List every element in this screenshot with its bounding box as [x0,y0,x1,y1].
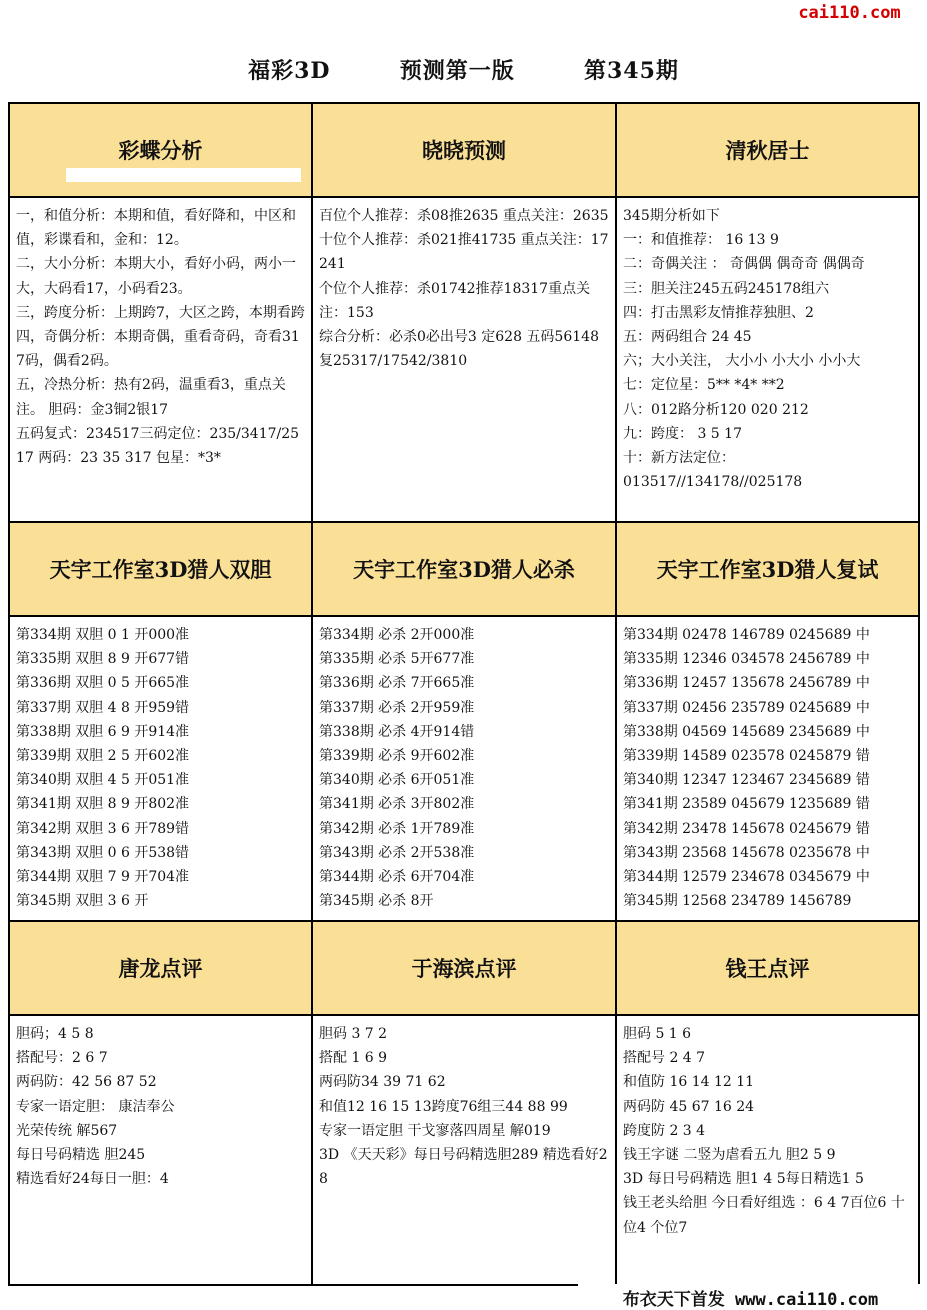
table-row: 第338期 04569 145689 2345689 中 [623,723,870,740]
list-item: 三：胆关注245五码245178组六 [623,280,830,297]
list-item: 专家一语定胆 干戈寥落四周星 解019 [319,1122,551,1139]
header-tianyu-fushi: 天宇工作室3D猎人复试 [616,522,919,616]
header-caidie: 彩蝶分析 [9,103,312,197]
table-row: 第337期 必杀 2开959准 [319,699,475,716]
table-row: 第338期 双胆 6 9 开914准 [16,723,190,740]
header-qianwang: 钱王点评 [616,921,919,1015]
watermark-top: cai110.com [772,0,927,26]
list-item: 和值12 16 15 13跨度76组三44 88 99 [319,1098,568,1115]
table-row: 第335期 双胆 8 9 开677错 [16,651,190,668]
list-item: 二，大小分析：本期大小，看好小码，两小一大，大码看17，小码看23。 [16,256,296,297]
list-item: 精选看好24每日一胆：4 [16,1171,169,1188]
list-item: 七：定位星：5** *4* **2 [623,377,785,394]
bisha-history [312,616,616,921]
content-row-3 [9,1015,919,1285]
table-row: 第345期 双胆 3 6 开 [16,893,149,910]
table-row: 第342期 23478 145678 0245679 错 [623,820,870,837]
table-row: 第334期 02478 146789 0245689 中 [623,627,870,643]
header-yuhaibin: 于海滨点评 [312,921,616,1015]
list-item: 钱王老头给胆 今日看好组选 ：6 4 7百位6 十位4 个位7 [623,1195,905,1236]
header-tianyu-bisha: 天宇工作室3D猎人必杀 [312,522,616,616]
table-row: 第340期 必杀 6开051准 [319,772,475,789]
list-item: 胆码；4 5 8 [16,1026,94,1042]
redaction-bar [66,168,301,182]
table-row: 第345期 必杀 8开 [319,893,434,910]
list-item: 八：012路分析120 020 212 [623,401,809,418]
list-item: 光荣传统 解567 [16,1122,118,1139]
list-item: 胆码 5 1 6 [623,1026,692,1042]
table-row: 第336期 双胆 0 5 开665准 [16,675,190,692]
table-row: 第341期 双胆 8 9 开802准 [16,796,190,813]
header-row-1 [9,103,919,197]
list-item: 个位个人推荐：杀01742推荐18317重点关注：153 [319,280,591,321]
table-row: 第336期 必杀 7开665准 [319,675,475,692]
list-item: 五：两码组合 24 45 [623,329,752,346]
list-item: 百位个人推荐：杀08推2635 重点关注：2635 [319,208,609,224]
list-item: 345期分析如下 [623,208,720,224]
watermark-bottom: 布衣天下首发 www.cai110.com [578,1284,923,1310]
list-item: 搭配 1 6 9 [319,1050,388,1067]
table-row: 第336期 12457 135678 2456789 中 [623,675,870,692]
list-item: 两码防：42 56 87 52 [16,1074,157,1091]
caidie-analysis [9,197,312,522]
table-row: 第340期 12347 123467 2345689 错 [623,772,870,789]
list-item: 每日号码精选 胆245 [16,1147,146,1164]
shuangdan-history [9,616,312,921]
table-row: 第335期 12346 034578 2456789 中 [623,651,870,668]
header-xiaoxiao: 晓晓预测 [312,103,616,197]
table-row: 第341期 23589 045679 1235689 错 [623,796,870,813]
tanglong-review [9,1015,312,1285]
header-qingqiu: 清秋居士 [616,103,919,197]
yuhaibin-review [312,1015,616,1285]
list-item: 九：跨度： 3 5 17 [623,425,742,442]
table-row: 第334期 必杀 2开000准 [319,627,475,643]
list-item: 综合分析：必杀0必出号3 定628 五码56148 [319,329,599,346]
table-row: 第338期 必杀 4开914错 [319,723,475,740]
table-row: 第344期 双胆 7 9 开704准 [16,869,190,886]
list-item: 搭配号 2 4 7 [623,1050,706,1067]
list-item: 两码防34 39 71 62 [319,1074,446,1091]
table-row: 第343期 必杀 2开538准 [319,844,475,861]
list-item: 五，冷热分析：热有2码，温重看3，重点关注。 胆码：金3铜2银17 [16,377,286,418]
table-row: 第339期 必杀 9开602准 [319,748,475,765]
list-item: 跨度防 2 3 4 [623,1122,706,1139]
list-item: 四，奇偶分析：本期奇偶，重看奇码，奇看317码，偶看2码。 [16,329,300,370]
list-item: 3D 每日号码精选 胆1 4 5每日精选1 5 [623,1171,864,1188]
list-item: 六；大小关注， 大小小 小大小 小小大 [623,353,861,370]
list-item: 专家一语定胆： 康洁奉公 [16,1098,175,1115]
table-row: 第341期 必杀 3开802准 [319,796,475,813]
list-item: 3D 《天天彩》每日号码精选胆289 精选看好28 [319,1147,608,1188]
page-title: 福彩3D 预测第一版 第345期 [248,58,679,84]
list-item: 钱王字谜 二竖为虐看五九 胆2 5 9 [623,1147,836,1164]
list-item: 一，和值分析：本期和值，看好降和，中区和值，彩谍看和，金和：12。 [16,208,296,249]
table-row: 第343期 23568 145678 0235678 中 [623,844,870,861]
list-item: 复25317/17542/3810 [319,353,468,370]
table-row: 第335期 必杀 5开677准 [319,651,475,668]
table-row: 第342期 双胆 3 6 开789错 [16,820,190,837]
list-item: 013517//134178//025178 [623,474,803,491]
content-row-1 [9,197,919,522]
content-row-2 [9,616,919,921]
header-tanglong: 唐龙点评 [9,921,312,1015]
table-row: 第337期 02456 235789 0245689 中 [623,699,870,716]
list-item: 五码复式：234517三码定位：235/3417/2517 两码：23 35 317 包星：*3* [16,425,300,467]
list-item: 三，跨度分析：上期跨7，大区之跨，本期看跨 [16,304,305,321]
table-row: 第334期 双胆 0 1 开000准 [16,627,190,643]
list-item: 两码防 45 67 16 24 [623,1098,755,1115]
table-row: 第340期 双胆 4 5 开051准 [16,772,190,789]
table-row: 第339期 14589 023578 0245879 错 [623,748,870,765]
table-row: 第337期 双胆 4 8 开959错 [16,699,190,716]
list-item: 十：新方法定位： [623,450,735,467]
forecast-grid [8,102,920,1286]
table-row: 第345期 12568 234789 1456789 [623,893,852,910]
table-row: 第342期 必杀 1开789准 [319,820,475,837]
table-row: 第344期 12579 234678 0345679 中 [623,869,870,886]
qingqiu-analysis [616,197,919,522]
list-item: 四：打击黑彩友情推荐独胆、2 [623,304,814,321]
header-tianyu-shuangdan: 天宇工作室3D猎人双胆 [9,522,312,616]
list-item: 十位个人推荐：杀021推41735 重点关注：17241 [319,232,609,273]
list-item: 一：和值推荐： 16 13 9 [623,232,779,249]
table-row: 第344期 必杀 6开704准 [319,869,475,886]
list-item: 搭配号：2 6 7 [16,1050,108,1067]
qianwang-review [616,1015,919,1285]
header-row-2 [9,522,919,616]
header-row-3 [9,921,919,1015]
xiaoxiao-forecast [312,197,616,522]
table-row: 第339期 双胆 2 5 开602准 [16,748,190,765]
list-item: 二：奇偶关注 ： 奇偶偶 偶奇奇 偶偶奇 [623,256,865,273]
list-item: 胆码 3 7 2 [319,1026,388,1042]
list-item: 和值防 16 14 12 11 [623,1074,755,1091]
table-row: 第343期 双胆 0 6 开538错 [16,844,190,861]
fushi-history [616,616,919,921]
